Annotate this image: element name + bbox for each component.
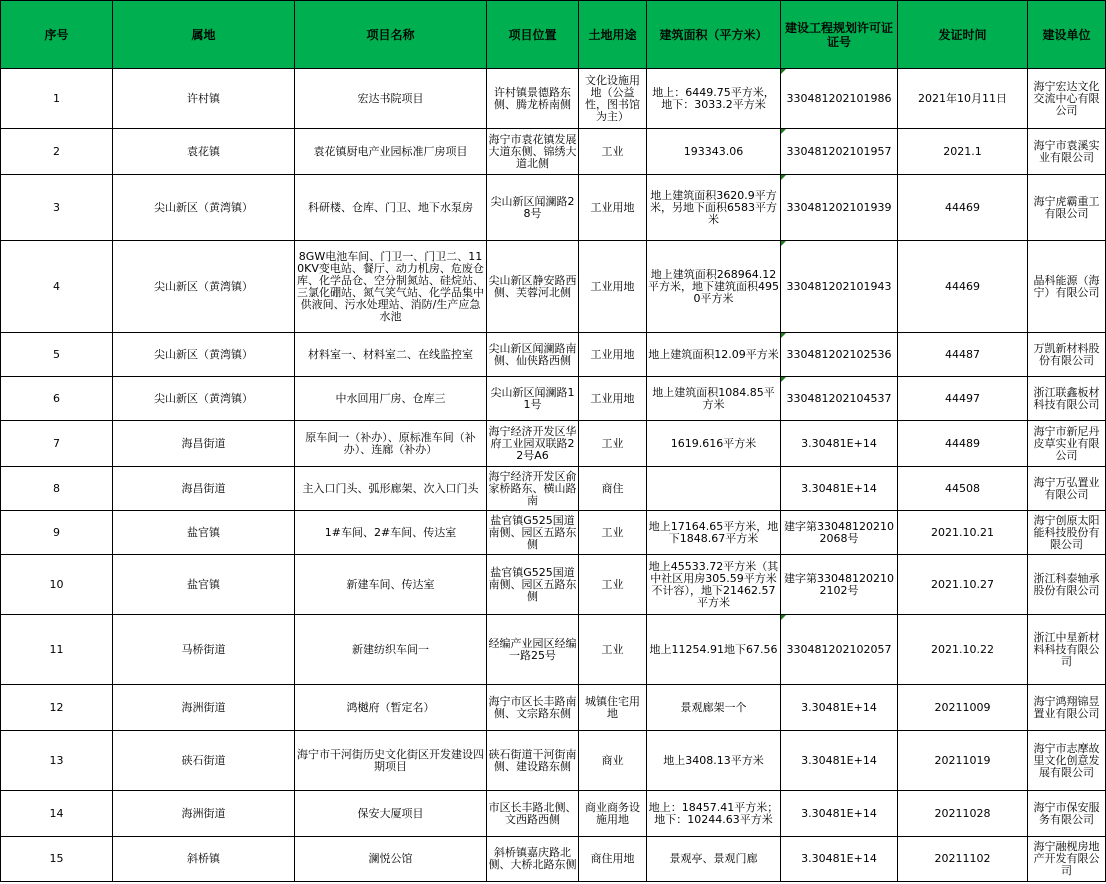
cell-area: [647, 467, 781, 511]
header-cell: 土地用途: [579, 1, 647, 69]
cell-no: 1: [1, 69, 113, 129]
cell-unit: 海宁市袁溪实业有限公司: [1028, 129, 1106, 175]
cell-unit: 海宁市新尼丹皮草实业有限公司: [1028, 421, 1106, 467]
cell-name: 鸿樾府（暂定名）: [295, 685, 487, 731]
cell-location: 硖石街道干河街南侧、建设路东侧: [487, 731, 579, 791]
cell-use: 商住: [579, 467, 647, 511]
cell-no: 14: [1, 791, 113, 837]
table-row: [1, 69, 1106, 129]
cell-permit: 330481202101986: [781, 69, 898, 129]
cell-area: 景观亭、景观门廊: [647, 837, 781, 882]
cell-unit: 海宁万弘置业有限公司: [1028, 467, 1106, 511]
cell-permit: 330481202102536: [781, 333, 898, 377]
cell-unit: 海宁市保安服务有限公司: [1028, 791, 1106, 837]
cell-date: 44487: [898, 333, 1028, 377]
cell-region: 海昌街道: [113, 467, 295, 511]
cell-name: 1#车间、2#车间、传达室: [295, 511, 487, 555]
cell-permit: 3.30481E+14: [781, 467, 898, 511]
cell-name: 海宁市干河街历史文化街区开发建设四期项目: [295, 731, 487, 791]
cell-date: 44497: [898, 377, 1028, 421]
cell-use: 商业商务设施用地: [579, 791, 647, 837]
cell-name: 材料室一、材料室二、在线监控室: [295, 333, 487, 377]
cell-permit: 330481202101939: [781, 175, 898, 241]
cell-location: 尖山新区闻澜路28号: [487, 175, 579, 241]
table-row: [1, 377, 1106, 421]
table-row: [1, 837, 1106, 882]
cell-use: 工业用地: [579, 333, 647, 377]
cell-area: 地上45533.72平方米（其中社区用房305.59平方米不计容），地下21462.57平方米: [647, 555, 781, 615]
cell-no: 8: [1, 467, 113, 511]
cell-area: 地上17164.65平方米，地下1848.67平方米: [647, 511, 781, 555]
table-row: [1, 421, 1106, 467]
cell-area: 地上建筑面积3620.9平方米，另地下面积6583平方米: [647, 175, 781, 241]
header-row: [1, 1, 1106, 69]
cell-permit: 3.30481E+14: [781, 837, 898, 882]
cell-date: 2021.1: [898, 129, 1028, 175]
cell-date: 44469: [898, 175, 1028, 241]
cell-unit: 海宁融枧房地产开发有限公司: [1028, 837, 1106, 882]
cell-use: 工业: [579, 555, 647, 615]
cell-no: 12: [1, 685, 113, 731]
cell-date: 20211028: [898, 791, 1028, 837]
cell-date: 44469: [898, 241, 1028, 333]
cell-region: 尖山新区（黄湾镇）: [113, 241, 295, 333]
header-cell: 项目名称: [295, 1, 487, 69]
table-row: [1, 791, 1106, 837]
cell-region: 海洲街道: [113, 685, 295, 731]
header-cell: 建筑面积（平方米）: [647, 1, 781, 69]
cell-no: 9: [1, 511, 113, 555]
cell-permit: 330481202102057: [781, 615, 898, 685]
cell-date: 2021.10.27: [898, 555, 1028, 615]
cell-area: 地上建筑面积268964.12平方米，地下建筑面积4950平方米: [647, 241, 781, 333]
cell-date: 20211019: [898, 731, 1028, 791]
cell-no: 4: [1, 241, 113, 333]
cell-no: 11: [1, 615, 113, 685]
header-cell: 建设单位: [1028, 1, 1106, 69]
cell-unit: 海宁虎霸重工有限公司: [1028, 175, 1106, 241]
cell-date: 2021年10月11日: [898, 69, 1028, 129]
cell-area: 地上建筑面积12.09平方米: [647, 333, 781, 377]
table-row: [1, 175, 1106, 241]
cell-unit: 海宁市志摩故里文化创意发展有限公司: [1028, 731, 1106, 791]
table-row: [1, 511, 1106, 555]
cell-region: 海昌街道: [113, 421, 295, 467]
cell-date: 44508: [898, 467, 1028, 511]
cell-unit: 晶科能源（海宁）有限公司: [1028, 241, 1106, 333]
cell-name: 袁花镇厨电产业园标准厂房项目: [295, 129, 487, 175]
cell-location: 海宁市区长丰路南侧、文宗路东侧: [487, 685, 579, 731]
header-cell: 发证时间: [898, 1, 1028, 69]
cell-region: 尖山新区（黄湾镇）: [113, 333, 295, 377]
cell-location: 尖山新区闻澜路11号: [487, 377, 579, 421]
cell-unit: 浙江联鑫板材科技有限公司: [1028, 377, 1106, 421]
cell-region: 盐官镇: [113, 555, 295, 615]
cell-use: 工业用地: [579, 377, 647, 421]
cell-area: 地上3408.13平方米: [647, 731, 781, 791]
cell-name: 新建纺织车间一: [295, 615, 487, 685]
cell-area: 地上建筑面积1084.85平方米: [647, 377, 781, 421]
cell-use: 工业: [579, 129, 647, 175]
cell-unit: 万凯新材料股份有限公司: [1028, 333, 1106, 377]
cell-location: 海宁市袁花镇发展大道东侧、锦绣大道北侧: [487, 129, 579, 175]
table-row: [1, 685, 1106, 731]
cell-name: 中水回用厂房、仓库三: [295, 377, 487, 421]
cell-unit: 浙江中星新材料科技有限公司: [1028, 615, 1106, 685]
cell-region: 马桥街道: [113, 615, 295, 685]
cell-permit: 330481202104537: [781, 377, 898, 421]
cell-date: 20211102: [898, 837, 1028, 882]
cell-location: 斜桥镇嘉庆路北侧、大桥北路东侧: [487, 837, 579, 882]
cell-region: 尖山新区（黄湾镇）: [113, 175, 295, 241]
cell-use: 工业用地: [579, 241, 647, 333]
table-row: [1, 615, 1106, 685]
cell-name: 保安大厦项目: [295, 791, 487, 837]
cell-permit: 330481202101943: [781, 241, 898, 333]
cell-name: 主入口门头、弧形廊架、次入口门头: [295, 467, 487, 511]
cell-area: 景观廊架一个: [647, 685, 781, 731]
cell-permit: 3.30481E+14: [781, 791, 898, 837]
cell-location: 尖山新区闻澜路南侧、仙侠路西侧: [487, 333, 579, 377]
cell-no: 15: [1, 837, 113, 882]
cell-name: 澜悦公馆: [295, 837, 487, 882]
cell-area: 地上11254.91地下67.56: [647, 615, 781, 685]
header-cell: 建设工程规划许可证证号: [781, 1, 898, 69]
cell-permit: 330481202101957: [781, 129, 898, 175]
cell-location: 海宁经济开发区华府工业园双联路22号A6: [487, 421, 579, 467]
cell-date: 2021.10.22: [898, 615, 1028, 685]
cell-no: 7: [1, 421, 113, 467]
cell-region: 盐官镇: [113, 511, 295, 555]
cell-date: 20211009: [898, 685, 1028, 731]
cell-unit: 浙江科泰轴承股份有限公司: [1028, 555, 1106, 615]
cell-use: 城镇住宅用地: [579, 685, 647, 731]
cell-area: 地上：6449.75平方米，地下：3033.2平方米: [647, 69, 781, 129]
cell-use: 工业用地: [579, 175, 647, 241]
cell-permit: 3.30481E+14: [781, 731, 898, 791]
cell-region: 硖石街道: [113, 731, 295, 791]
cell-name: 8GW电池车间、门卫一、门卫二、110KV变电站、餐厅、动力机房、危废仓库、化学品仓、空分制氮站、硅烷站、三氯化硼站、氮气笑气站、化学品集中供液间、污水处理站、消防/生产应急水池: [295, 241, 487, 333]
cell-no: 13: [1, 731, 113, 791]
cell-location: 海宁经济开发区俞家桥路东、横山路南: [487, 467, 579, 511]
cell-permit: 建字第330481202102068号: [781, 511, 898, 555]
cell-use: 文化设施用地（公益性，图书馆为主）: [579, 69, 647, 129]
cell-location: 市区长丰路北侧、文西路西侧: [487, 791, 579, 837]
cell-area: 1619.616平方米: [647, 421, 781, 467]
cell-unit: 海宁创原太阳能科技股份有限公司: [1028, 511, 1106, 555]
header-cell: 项目位置: [487, 1, 579, 69]
cell-name: 科研楼、仓库、门卫、地下水泵房: [295, 175, 487, 241]
cell-no: 10: [1, 555, 113, 615]
table-row: [1, 241, 1106, 333]
cell-use: 工业: [579, 511, 647, 555]
table-row: [1, 129, 1106, 175]
cell-location: 盐官镇G525国道南侧、园区五路东侧: [487, 511, 579, 555]
cell-use: 商住用地: [579, 837, 647, 882]
cell-unit: 海宁鸿翔锦昱置业有限公司: [1028, 685, 1106, 731]
cell-permit: 建字第330481202102102号: [781, 555, 898, 615]
cell-permit: 3.30481E+14: [781, 685, 898, 731]
cell-region: 袁花镇: [113, 129, 295, 175]
cell-name: 新建车间、传达室: [295, 555, 487, 615]
table-row: [1, 467, 1106, 511]
cell-no: 5: [1, 333, 113, 377]
cell-no: 6: [1, 377, 113, 421]
cell-region: 尖山新区（黄湾镇）: [113, 377, 295, 421]
table-row: [1, 731, 1106, 791]
cell-use: 工业: [579, 615, 647, 685]
cell-date: 2021.10.21: [898, 511, 1028, 555]
cell-use: 商业: [579, 731, 647, 791]
cell-region: 许村镇: [113, 69, 295, 129]
table-row: [1, 333, 1106, 377]
cell-no: 3: [1, 175, 113, 241]
cell-location: 盐官镇G525国道南侧、园区五路东侧: [487, 555, 579, 615]
cell-no: 2: [1, 129, 113, 175]
cell-location: 许村镇景德路东侧、腾龙桥南侧: [487, 69, 579, 129]
cell-location: 经编产业园区经编一路25号: [487, 615, 579, 685]
cell-use: 工业: [579, 421, 647, 467]
cell-unit: 海宁宏达文化交流中心有限公司: [1028, 69, 1106, 129]
cell-area: 地上：18457.41平方米；地下：10244.63平方米: [647, 791, 781, 837]
cell-date: 44489: [898, 421, 1028, 467]
cell-location: 尖山新区静安路西侧、芙蓉河北侧: [487, 241, 579, 333]
cell-name: 宏达书院项目: [295, 69, 487, 129]
cell-region: 海洲街道: [113, 791, 295, 837]
header-cell: 属地: [113, 1, 295, 69]
cell-region: 斜桥镇: [113, 837, 295, 882]
header-cell: 序号: [1, 1, 113, 69]
cell-name: 原车间一（补办）、原标准车间（补办）、连廊（补办）: [295, 421, 487, 467]
table-row: [1, 555, 1106, 615]
cell-area: 193343.06: [647, 129, 781, 175]
cell-permit: 3.30481E+14: [781, 421, 898, 467]
